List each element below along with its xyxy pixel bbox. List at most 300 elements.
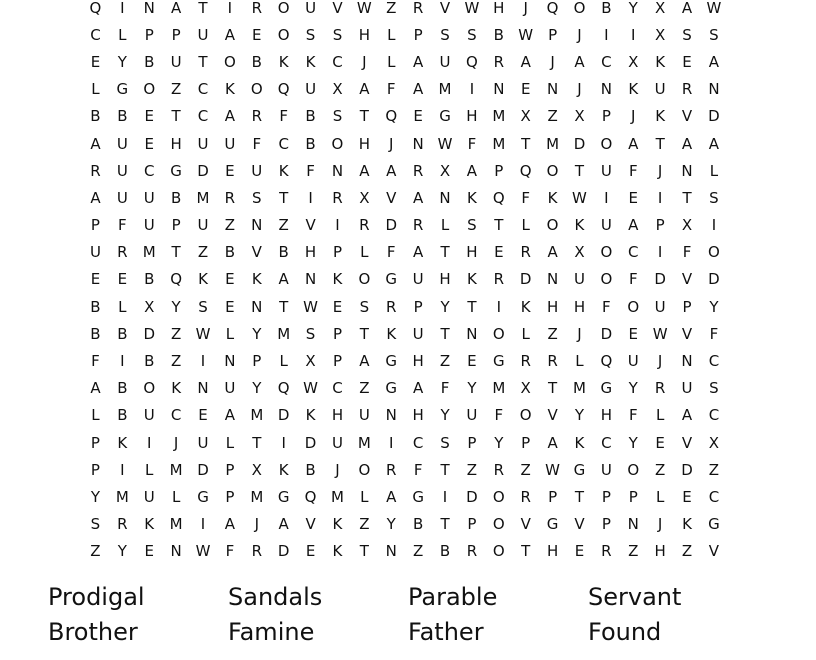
grid-letter: V <box>520 515 531 534</box>
grid-letter: A <box>170 0 182 17</box>
grid-row <box>82 266 742 293</box>
grid-letter: J <box>254 515 259 534</box>
grid-letter: H <box>546 542 559 561</box>
grid-letter: U <box>681 379 693 398</box>
grid-letter: R <box>547 352 558 371</box>
grid-letter: D <box>654 270 666 289</box>
grid-letter: A <box>413 188 424 207</box>
grid-letter: Z <box>708 460 720 479</box>
grid-letter: Q <box>277 80 290 99</box>
grid-letter: A <box>681 0 693 17</box>
grid-letter: K <box>332 515 343 534</box>
grid-letter: I <box>335 216 340 235</box>
grid-letter: P <box>548 487 558 506</box>
grid-letter: U <box>116 188 128 207</box>
grid-letter: T <box>655 134 665 153</box>
grid-letter: G <box>573 460 586 479</box>
grid-letter: K <box>655 107 666 126</box>
grid-letter: M <box>330 487 344 506</box>
grid-letter: R <box>359 216 370 235</box>
grid-letter: V <box>681 433 693 452</box>
grid-letter: M <box>492 134 506 153</box>
grid-letter: X <box>708 433 720 452</box>
grid-letter: T <box>279 188 289 207</box>
grid-letter: K <box>144 515 155 534</box>
grid-letter: P <box>90 216 100 235</box>
grid-letter: V <box>439 0 451 17</box>
grid-letter: O <box>331 134 344 153</box>
grid-letter: K <box>682 515 692 534</box>
grid-letter: V <box>681 324 693 343</box>
grid-letter: Q <box>519 161 532 180</box>
grid-letter: N <box>412 134 424 153</box>
grid-letter: B <box>493 25 504 44</box>
grid-row <box>82 48 742 75</box>
grid-letter: X <box>332 80 343 99</box>
grid-letter: B <box>90 297 101 316</box>
grid-letter: Z <box>197 243 209 262</box>
grid-letter: R <box>251 0 262 17</box>
grid-letter: Y <box>117 52 127 71</box>
grid-letter: F <box>440 379 450 398</box>
grid-letter: N <box>546 270 559 289</box>
grid-letter: C <box>412 433 424 452</box>
grid-letter: E <box>332 297 343 316</box>
grid-letter: J <box>631 107 636 126</box>
grid-letter: P <box>601 487 611 506</box>
grid-letter: T <box>359 107 369 126</box>
grid-row <box>82 76 742 103</box>
grid-letter: H <box>493 0 505 17</box>
grid-letter: U <box>197 216 209 235</box>
grid-letter: T <box>171 107 181 126</box>
grid-letter: Y <box>628 433 638 452</box>
grid-letter: K <box>574 216 585 235</box>
grid-letter: S <box>440 433 450 452</box>
grid-letter: W <box>464 0 480 17</box>
grid-letter: P <box>332 243 342 262</box>
grid-letter: U <box>143 216 155 235</box>
grid-letter: Y <box>171 297 181 316</box>
grid-letter: X <box>144 297 155 316</box>
grid-letter: Y <box>628 379 638 398</box>
grid-letter: R <box>386 460 397 479</box>
grid-letter: E <box>628 324 638 343</box>
grid-letter: O <box>519 406 532 425</box>
grid-letter: Z <box>224 216 236 235</box>
grid-letter: W <box>303 379 318 398</box>
grid-letter: A <box>681 134 693 153</box>
grid-letter: A <box>708 52 720 71</box>
grid-letter: F <box>682 243 692 262</box>
grid-letter: K <box>332 542 343 561</box>
grid-letter: B <box>224 243 236 262</box>
grid-letter: I <box>120 352 125 371</box>
grid-letter: T <box>171 243 181 262</box>
grid-letter: L <box>387 52 396 71</box>
grid-row <box>82 456 742 483</box>
grid-letter: R <box>520 243 531 262</box>
grid-letter: Q <box>492 188 505 207</box>
grid-letter: M <box>438 80 452 99</box>
grid-letter: S <box>332 25 343 44</box>
grid-letter: U <box>600 161 612 180</box>
grid-letter: O <box>600 134 613 153</box>
grid-letter: V <box>708 542 720 561</box>
grid-letter: E <box>413 107 423 126</box>
grid-letter: Q <box>466 52 478 71</box>
grid-letter: U <box>116 134 128 153</box>
word-list-item: Sandals <box>228 583 323 611</box>
grid-letter: T <box>440 324 450 343</box>
grid-letter: M <box>196 188 210 207</box>
grid-letter: U <box>143 406 155 425</box>
grid-letter: E <box>628 188 638 207</box>
grid-letter: F <box>386 80 396 99</box>
grid-letter: O <box>250 80 263 99</box>
grid-letter: P <box>171 216 181 235</box>
grid-letter: T <box>467 297 477 316</box>
grid-letter: Q <box>304 487 317 506</box>
grid-letter: A <box>386 161 397 180</box>
grid-letter: F <box>413 460 423 479</box>
grid-letter: I <box>604 188 609 207</box>
grid-letter: P <box>548 25 558 44</box>
grid-letter: S <box>709 25 719 44</box>
grid-letter: S <box>709 188 719 207</box>
grid-letter: V <box>332 0 343 17</box>
grid-row <box>82 429 742 456</box>
grid-row <box>82 483 742 510</box>
grid-letter: J <box>657 352 663 371</box>
grid-letter: C <box>332 379 343 398</box>
grid-letter: I <box>227 0 233 17</box>
grid-letter: L <box>118 25 127 44</box>
grid-letter: C <box>708 487 720 506</box>
grid-letter: D <box>385 216 398 235</box>
grid-letter: D <box>277 542 290 561</box>
grid-letter: U <box>197 134 209 153</box>
grid-letter: P <box>413 25 423 44</box>
grid-letter: K <box>466 270 477 289</box>
grid-letter: H <box>439 270 451 289</box>
grid-letter: S <box>305 25 316 44</box>
grid-letter: P <box>332 324 342 343</box>
grid-letter: E <box>117 270 128 289</box>
grid-letter: I <box>120 460 125 479</box>
grid-letter: T <box>440 243 450 262</box>
grid-letter: B <box>117 379 128 398</box>
grid-letter: X <box>520 107 531 126</box>
grid-letter: L <box>279 352 288 371</box>
grid-letter: N <box>304 270 317 289</box>
grid-letter: Y <box>440 406 450 425</box>
grid-letter: P <box>467 433 477 452</box>
grid-letter: R <box>251 107 262 126</box>
grid-letter: R <box>493 460 505 479</box>
grid-letter: I <box>308 188 313 207</box>
grid-letter: Z <box>681 542 693 561</box>
grid-letter: C <box>628 243 639 262</box>
grid-letter: A <box>547 433 558 452</box>
grid-letter: E <box>225 161 235 180</box>
grid-letter: A <box>708 134 720 153</box>
grid-letter: P <box>90 433 100 452</box>
grid-row <box>82 375 742 402</box>
grid-letter: A <box>574 52 585 71</box>
grid-letter: L <box>91 406 100 425</box>
grid-letter: M <box>546 134 560 153</box>
grid-letter: M <box>492 379 506 398</box>
grid-letter: A <box>224 515 236 534</box>
grid-letter: E <box>90 52 101 71</box>
grid-letter: X <box>520 379 531 398</box>
grid-letter: R <box>386 297 397 316</box>
grid-letter: F <box>467 134 477 153</box>
grid-letter: T <box>198 52 208 71</box>
grid-letter: P <box>90 460 100 479</box>
grid-letter: I <box>469 80 475 99</box>
grid-row <box>82 239 742 266</box>
grid-letter: Z <box>412 542 424 561</box>
grid-row <box>82 538 742 565</box>
grid-letter: O <box>358 270 371 289</box>
grid-letter: T <box>548 379 558 398</box>
grid-letter: R <box>601 542 612 561</box>
grid-letter: V <box>386 188 397 207</box>
grid-letter: B <box>117 107 128 126</box>
grid-letter: M <box>250 487 264 506</box>
grid-letter: T <box>198 0 208 17</box>
grid-letter: R <box>466 542 478 561</box>
grid-letter: E <box>225 297 235 316</box>
grid-letter: G <box>439 107 451 126</box>
grid-letter: H <box>600 406 612 425</box>
grid-row <box>82 212 742 239</box>
grid-letter: Q <box>89 0 102 17</box>
grid-letter: Z <box>655 460 666 479</box>
grid-letter: F <box>225 542 235 561</box>
grid-letter: B <box>305 107 316 126</box>
grid-letter: B <box>144 352 155 371</box>
word-list-item: Servant <box>588 583 682 611</box>
grid-letter: A <box>90 188 101 207</box>
grid-letter: Q <box>170 270 183 289</box>
grid-letter: R <box>493 270 505 289</box>
grid-letter: O <box>708 243 720 262</box>
grid-letter: K <box>332 270 343 289</box>
grid-letter: L <box>709 161 719 180</box>
grid-letter: E <box>198 406 208 425</box>
grid-letter: P <box>252 352 262 371</box>
grid-letter: M <box>169 460 183 479</box>
grid-letter: C <box>143 161 155 180</box>
grid-letter: V <box>681 270 693 289</box>
grid-letter: R <box>412 216 424 235</box>
grid-letter: N <box>600 80 612 99</box>
grid-letter: N <box>385 542 397 561</box>
grid-letter: W <box>518 25 534 44</box>
grid-letter: X <box>439 161 451 180</box>
grid-letter: R <box>681 80 693 99</box>
grid-letter: C <box>170 406 182 425</box>
grid-letter: U <box>412 324 424 343</box>
grid-letter: D <box>708 270 720 289</box>
grid-letter: W <box>652 324 668 343</box>
grid-letter: Z <box>359 515 370 534</box>
grid-letter: K <box>466 188 477 207</box>
grid-letter: S <box>467 216 477 235</box>
grid-letter: F <box>386 243 396 262</box>
grid-letter: K <box>386 324 397 343</box>
grid-letter: X <box>305 352 316 371</box>
grid-letter: Z <box>466 460 478 479</box>
grid-letter: Z <box>90 542 101 561</box>
grid-letter: D <box>197 161 209 180</box>
grid-letter: B <box>170 188 182 207</box>
grid-letter: R <box>224 188 236 207</box>
grid-letter: T <box>440 460 450 479</box>
grid-letter: T <box>440 515 450 534</box>
grid-letter: S <box>709 379 719 398</box>
grid-letter: J <box>389 134 394 153</box>
grid-letter: U <box>251 161 263 180</box>
grid-letter: A <box>224 107 236 126</box>
grid-letter: Y <box>117 542 127 561</box>
grid-letter: T <box>279 297 289 316</box>
grid-letter: L <box>387 25 396 44</box>
grid-letter: J <box>335 460 340 479</box>
grid-letter: I <box>657 243 663 262</box>
grid-letter: C <box>708 406 720 425</box>
grid-letter: E <box>682 52 692 71</box>
grid-letter: T <box>359 324 369 343</box>
grid-letter: P <box>601 515 611 534</box>
grid-letter: K <box>305 52 316 71</box>
grid-letter: L <box>440 216 450 235</box>
grid-letter: C <box>708 352 720 371</box>
grid-letter: P <box>494 161 504 180</box>
grid-letter: L <box>225 433 235 452</box>
grid-letter: O <box>277 25 290 44</box>
grid-letter: V <box>305 216 316 235</box>
grid-row <box>82 511 742 538</box>
grid-letter: X <box>359 188 370 207</box>
grid-letter: R <box>251 542 262 561</box>
grid-letter: K <box>251 270 262 289</box>
grid-letter: T <box>574 161 585 180</box>
grid-letter: I <box>657 188 663 207</box>
grid-letter: Z <box>359 379 370 398</box>
grid-letter: L <box>171 487 181 506</box>
grid-letter: F <box>118 216 127 235</box>
grid-letter: N <box>681 352 693 371</box>
grid-letter: P <box>144 25 154 44</box>
grid-letter: N <box>143 0 155 17</box>
grid-letter: U <box>224 379 236 398</box>
grid-letter: C <box>601 433 612 452</box>
grid-letter: O <box>358 460 371 479</box>
grid-letter: M <box>357 433 371 452</box>
grid-letter: M <box>573 379 586 398</box>
grid-letter: I <box>281 433 286 452</box>
grid-letter: A <box>547 243 558 262</box>
grid-letter: I <box>604 25 609 44</box>
grid-letter: C <box>197 80 209 99</box>
grid-letter: U <box>358 406 370 425</box>
grid-letter: Q <box>546 0 559 17</box>
grid-letter: N <box>439 188 451 207</box>
grid-letter: Y <box>467 379 477 398</box>
grid-letter: P <box>601 107 611 126</box>
grid-letter: E <box>574 542 585 561</box>
grid-letter: N <box>708 80 720 99</box>
grid-letter: S <box>305 324 316 343</box>
grid-letter: B <box>90 107 101 126</box>
grid-letter: O <box>546 161 559 180</box>
grid-letter: A <box>359 161 370 180</box>
grid-letter: N <box>170 542 182 561</box>
grid-letter: G <box>277 487 290 506</box>
grid-letter: O <box>492 542 505 561</box>
grid-letter: A <box>413 379 424 398</box>
grid-letter: V <box>574 515 585 534</box>
grid-row <box>82 157 742 184</box>
grid-letter: P <box>655 216 665 235</box>
grid-letter: S <box>252 188 262 207</box>
grid-letter: F <box>628 270 638 289</box>
grid-letter: A <box>278 270 289 289</box>
grid-letter: B <box>278 243 289 262</box>
word-list <box>48 582 808 652</box>
grid-letter: P <box>171 25 181 44</box>
grid-letter: K <box>520 297 531 316</box>
grid-letter: U <box>439 52 451 71</box>
grid-letter: W <box>195 324 211 343</box>
grid-letter: O <box>573 0 586 17</box>
grid-letter: T <box>682 188 692 207</box>
grid-letter: G <box>600 379 613 398</box>
grid-letter: J <box>523 0 528 17</box>
grid-letter: Y <box>709 297 719 316</box>
grid-letter: D <box>143 324 155 343</box>
grid-letter: U <box>627 352 639 371</box>
grid-letter: P <box>467 515 477 534</box>
grid-letter: R <box>332 188 343 207</box>
grid-letter: N <box>493 80 505 99</box>
grid-letter: E <box>655 433 665 452</box>
grid-letter: G <box>197 487 209 506</box>
grid-letter: E <box>144 107 154 126</box>
grid-letter: H <box>358 134 370 153</box>
grid-letter: D <box>681 460 693 479</box>
grid-letter: F <box>252 134 262 153</box>
grid-letter: E <box>682 487 692 506</box>
grid-letter: F <box>91 352 100 371</box>
grid-letter: A <box>681 406 693 425</box>
grid-letter: U <box>466 406 478 425</box>
grid-letter: A <box>278 515 289 534</box>
grid-row <box>82 293 742 320</box>
grid-letter: G <box>708 515 720 534</box>
grid-row <box>82 184 742 211</box>
grid-letter: K <box>628 80 639 99</box>
grid-letter: E <box>144 542 154 561</box>
grid-letter: J <box>173 433 179 452</box>
grid-letter: U <box>600 460 612 479</box>
grid-letter: S <box>359 297 370 316</box>
grid-row <box>82 130 742 157</box>
